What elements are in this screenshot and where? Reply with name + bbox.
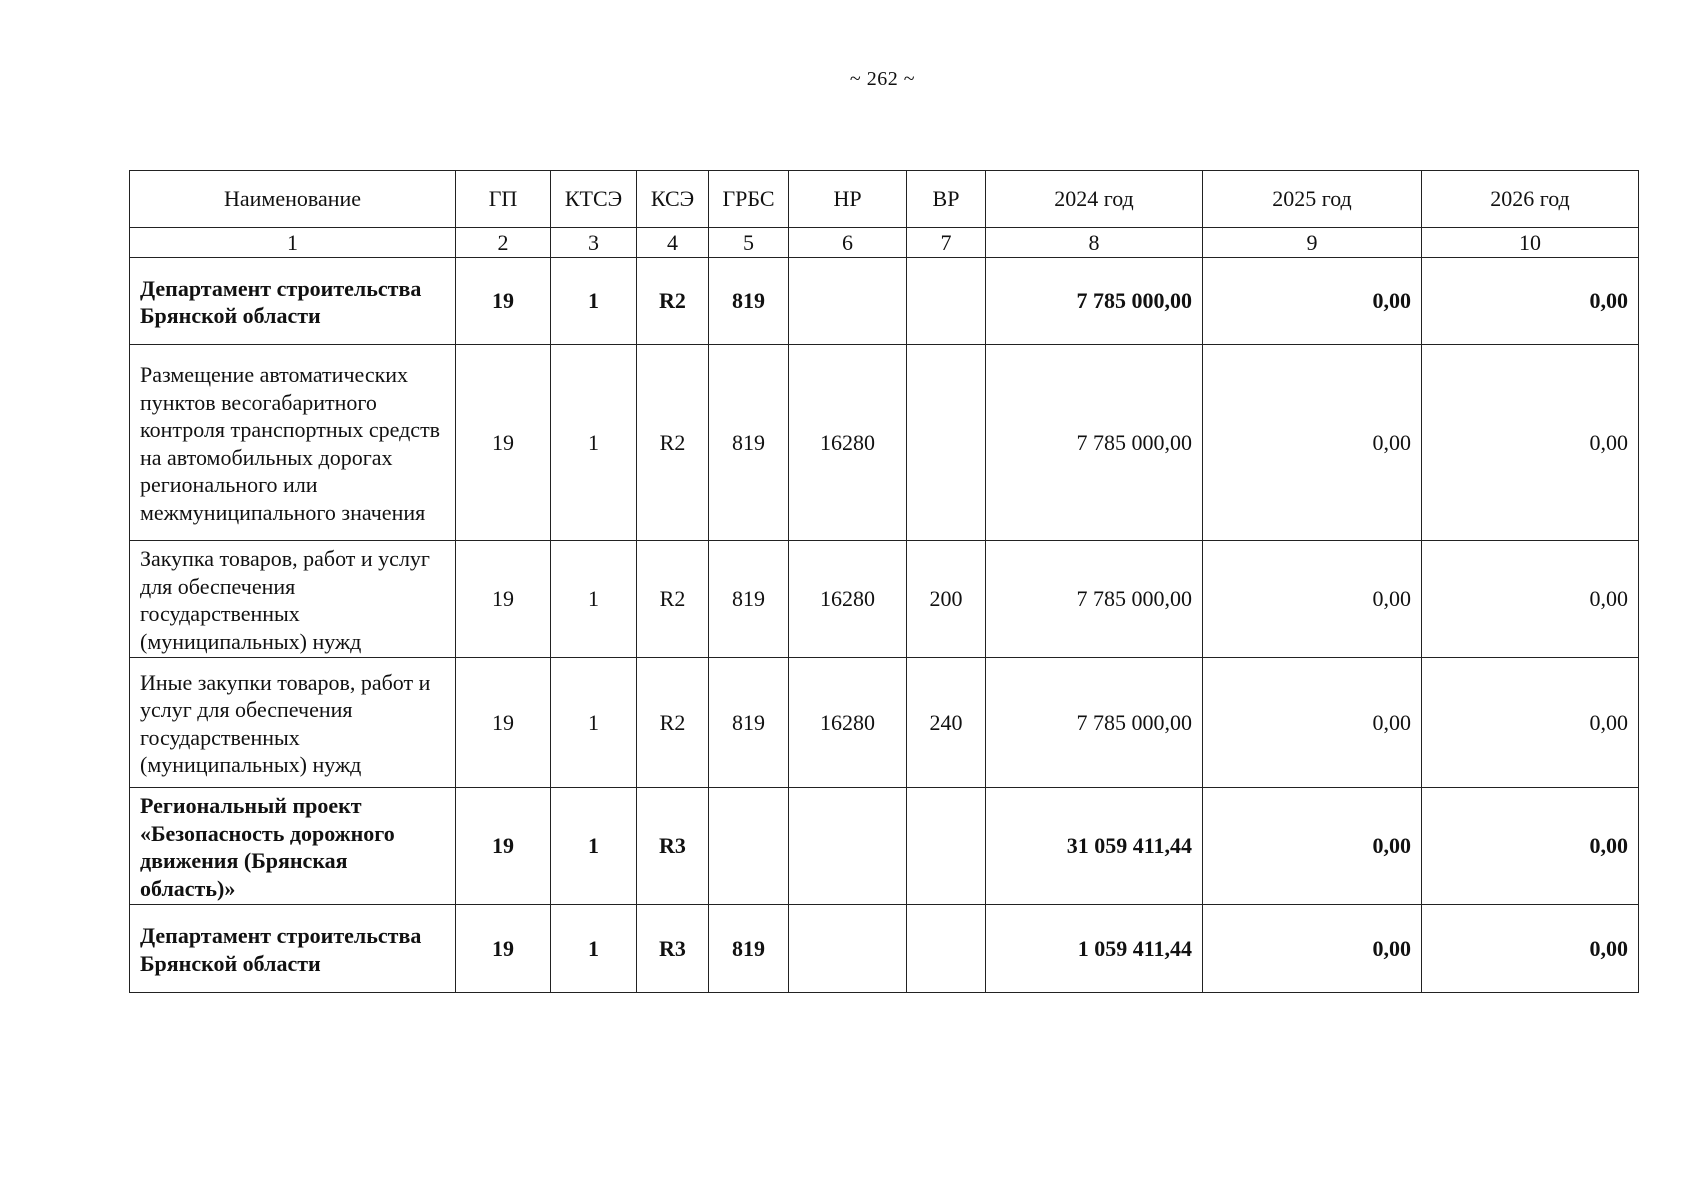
row-name: Департамент строительства Брянской области bbox=[130, 258, 456, 345]
cell-vr bbox=[907, 345, 986, 541]
header-2024: 2024 год bbox=[986, 171, 1203, 228]
header-row bbox=[130, 171, 1639, 228]
header-ktse: КТСЭ bbox=[551, 171, 637, 228]
column-number: 9 bbox=[1203, 228, 1422, 258]
cell-grbs: 819 bbox=[709, 258, 789, 345]
row-name: Размещение автоматических пунктов весогабаритного контроля транспортных средств на автомобильных дорогах регионального или межмуниципального значения bbox=[130, 345, 456, 541]
page-number: ~ 262 ~ bbox=[849, 68, 916, 90]
table-row bbox=[130, 905, 1639, 993]
cell-2026: 0,00 bbox=[1422, 658, 1639, 788]
cell-grbs: 819 bbox=[709, 905, 789, 993]
cell-gp: 19 bbox=[456, 345, 551, 541]
cell-vr bbox=[907, 905, 986, 993]
cell-gp: 19 bbox=[456, 258, 551, 345]
cell-2026: 0,00 bbox=[1422, 345, 1639, 541]
cell-grbs: 819 bbox=[709, 541, 789, 658]
header-gp: ГП bbox=[456, 171, 551, 228]
table-row bbox=[130, 788, 1639, 905]
cell-2026: 0,00 bbox=[1422, 905, 1639, 993]
column-number: 10 bbox=[1422, 228, 1639, 258]
cell-2025: 0,00 bbox=[1203, 788, 1422, 905]
column-number-row bbox=[130, 228, 1639, 258]
column-number: 3 bbox=[551, 228, 637, 258]
table-row bbox=[130, 345, 1639, 541]
cell-ktse: 1 bbox=[551, 788, 637, 905]
cell-vr bbox=[907, 258, 986, 345]
cell-grbs: 819 bbox=[709, 345, 789, 541]
column-number: 6 bbox=[789, 228, 907, 258]
header-vr: ВР bbox=[907, 171, 986, 228]
header-2026: 2026 год bbox=[1422, 171, 1639, 228]
column-number: 8 bbox=[986, 228, 1203, 258]
header-2025: 2025 год bbox=[1203, 171, 1422, 228]
cell-nr bbox=[789, 905, 907, 993]
column-number: 2 bbox=[456, 228, 551, 258]
header-name: Наименование bbox=[130, 171, 456, 228]
cell-ktse: 1 bbox=[551, 905, 637, 993]
cell-2024: 1 059 411,44 bbox=[986, 905, 1203, 993]
cell-gp: 19 bbox=[456, 541, 551, 658]
table-row bbox=[130, 258, 1639, 345]
cell-2026: 0,00 bbox=[1422, 258, 1639, 345]
cell-2024: 7 785 000,00 bbox=[986, 258, 1203, 345]
cell-kse: R3 bbox=[637, 905, 709, 993]
budget-table bbox=[129, 170, 1639, 993]
row-name: Закупка товаров, работ и услуг для обеспечения государственных (муниципальных) нужд bbox=[130, 541, 456, 658]
cell-gp: 19 bbox=[456, 658, 551, 788]
table-row bbox=[130, 541, 1639, 658]
cell-ktse: 1 bbox=[551, 258, 637, 345]
cell-ktse: 1 bbox=[551, 345, 637, 541]
cell-nr: 16280 bbox=[789, 541, 907, 658]
column-number: 7 bbox=[907, 228, 986, 258]
cell-grbs: 819 bbox=[709, 658, 789, 788]
cell-kse: R2 bbox=[637, 345, 709, 541]
cell-grbs bbox=[709, 788, 789, 905]
header-grbs: ГРБС bbox=[709, 171, 789, 228]
cell-gp: 19 bbox=[456, 905, 551, 993]
cell-2024: 7 785 000,00 bbox=[986, 541, 1203, 658]
column-number: 4 bbox=[637, 228, 709, 258]
cell-nr bbox=[789, 258, 907, 345]
header-nr: НР bbox=[789, 171, 907, 228]
cell-nr bbox=[789, 788, 907, 905]
row-name: Департамент строительства Брянской области bbox=[130, 905, 456, 993]
cell-ktse: 1 bbox=[551, 541, 637, 658]
row-name: Иные закупки товаров, работ и услуг для обеспечения государственных (муниципальных) нужд bbox=[130, 658, 456, 788]
cell-vr: 240 bbox=[907, 658, 986, 788]
cell-2025: 0,00 bbox=[1203, 541, 1422, 658]
cell-2025: 0,00 bbox=[1203, 658, 1422, 788]
cell-2026: 0,00 bbox=[1422, 788, 1639, 905]
header-kse: КСЭ bbox=[637, 171, 709, 228]
cell-kse: R2 bbox=[637, 258, 709, 345]
row-name: Региональный проект «Безопасность дорожного движения (Брянская область)» bbox=[130, 788, 456, 905]
cell-nr: 16280 bbox=[789, 658, 907, 788]
column-number: 1 bbox=[130, 228, 456, 258]
cell-nr: 16280 bbox=[789, 345, 907, 541]
cell-gp: 19 bbox=[456, 788, 551, 905]
cell-2024: 7 785 000,00 bbox=[986, 658, 1203, 788]
cell-2024: 31 059 411,44 bbox=[986, 788, 1203, 905]
cell-kse: R2 bbox=[637, 541, 709, 658]
cell-2025: 0,00 bbox=[1203, 345, 1422, 541]
cell-2025: 0,00 bbox=[1203, 905, 1422, 993]
column-number: 5 bbox=[709, 228, 789, 258]
cell-2024: 7 785 000,00 bbox=[986, 345, 1203, 541]
cell-vr bbox=[907, 788, 986, 905]
cell-2026: 0,00 bbox=[1422, 541, 1639, 658]
cell-ktse: 1 bbox=[551, 658, 637, 788]
cell-2025: 0,00 bbox=[1203, 258, 1422, 345]
cell-kse: R3 bbox=[637, 788, 709, 905]
table-row bbox=[130, 658, 1639, 788]
cell-kse: R2 bbox=[637, 658, 709, 788]
cell-vr: 200 bbox=[907, 541, 986, 658]
